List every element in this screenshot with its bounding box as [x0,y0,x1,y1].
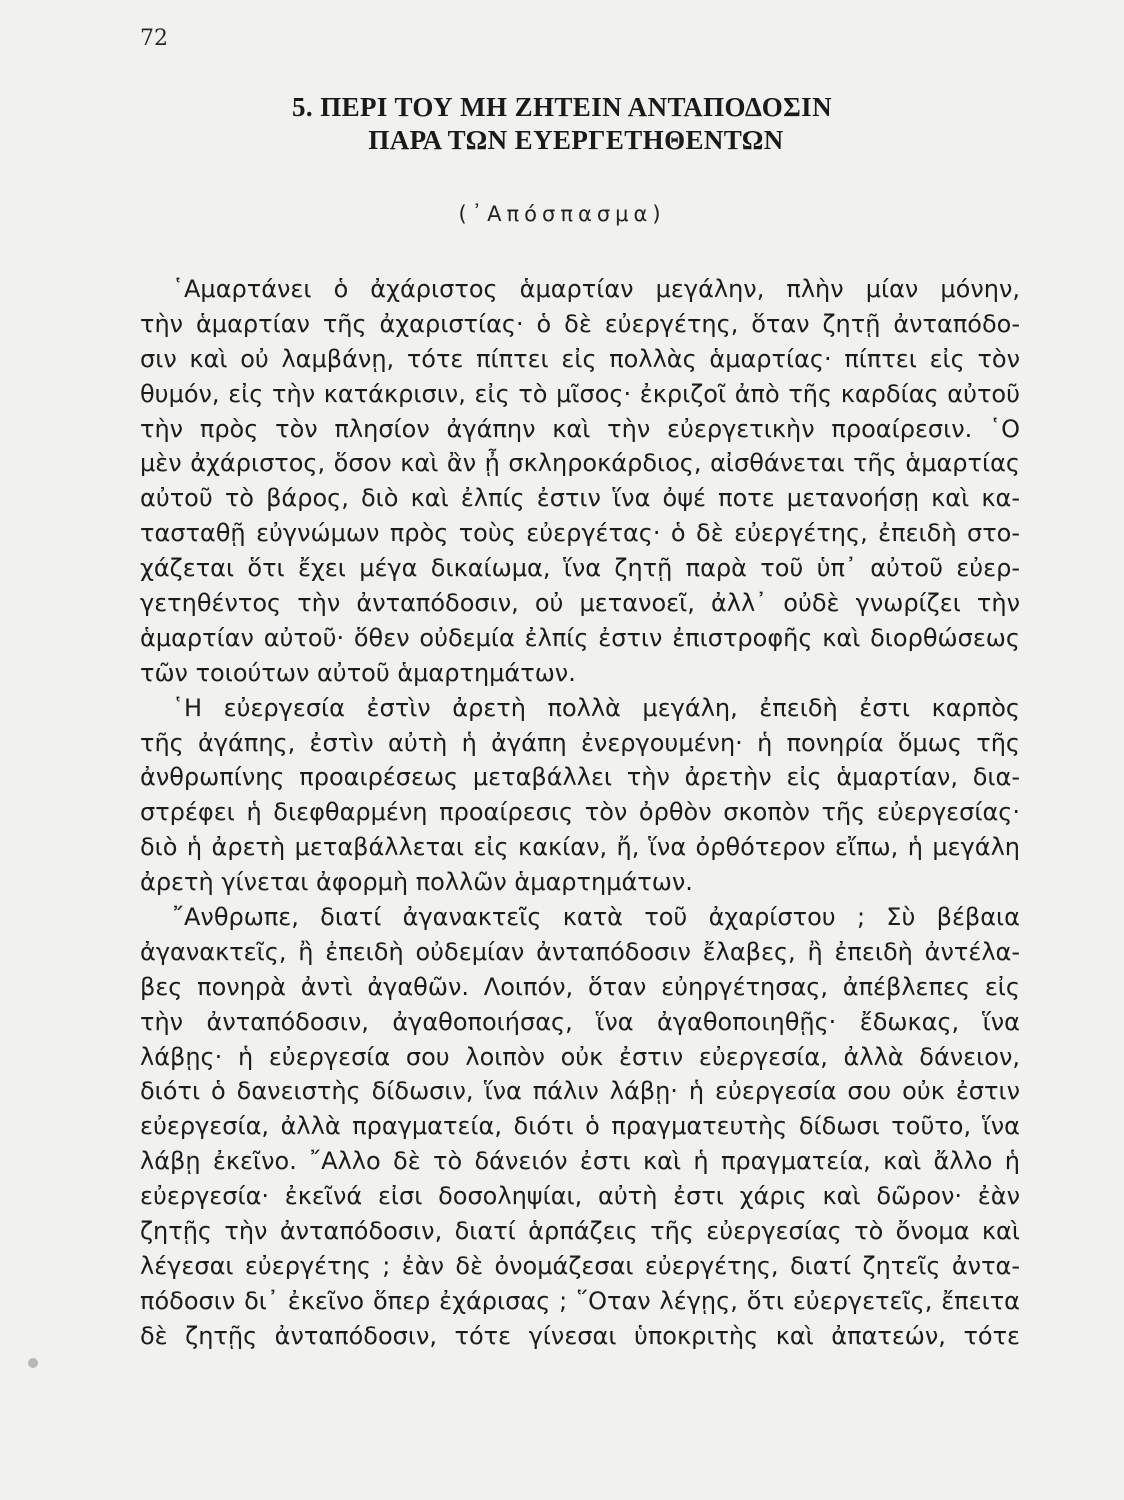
text-line: πόδοσιν δι᾿ ἐκεῖνο ὅπερ ἐχάρισας ; ῞Οταν λέγῃς, ὅτι εὐεργετεῖς, ἔπειτα [140,1286,1020,1315]
text-line: θυμόν, εἰς τὴν κατάκρισιν, εἰς τὸ μῖσος· ἐκριζοῖ ἀπὸ τῆς καρδίας αὐτοῦ [140,379,1020,408]
text-line: δὲ ζητῇς ἀνταπόδοσιν, τότε γίνεσαι ὑποκριτὴς καὶ ἀπατεών, τότε [140,1321,1020,1350]
text-line: διότι ὁ δανειστὴς δίδωσιν, ἵνα πάλιν λάβῃ· ἡ εὐεργεσία σου οὐκ ἐστιν [140,1077,1020,1106]
text-line: ῾Αμαρτάνει ὁ ἀχάριστος ἁμαρτίαν μεγάλην, πλὴν μίαν μόνην, [172,275,1020,303]
text-line: ἀρετὴ γίνεται ἀφορμὴ πολλῶν ἁμαρτημάτων. [140,868,693,897]
text-line: τῆς ἀγάπης, ἐστὶν αὐτὴ ἡ ἀγάπη ἐνεργουμένη· ἡ πονηρία ὅμως τῆς [140,728,1020,757]
body-text [140,272,1020,1354]
text-line: εὐεργεσία· ἐκεῖνά εἰσι δοσοληψίαι, αὐτὴ ἐστι χάρις καὶ δῶρον· ἐὰν [140,1182,1020,1211]
text-line: λάβῃ ἐκεῖνο. ῎Αλλο δὲ τὸ δάνειόν ἐστι καὶ ἡ πραγματεία, καὶ ἄλλο ἡ [140,1147,1020,1176]
text-line: ἀνθρωπίνης προαιρέσεως μεταβάλλει τὴν ἀρετὴν εἰς ἁμαρτίαν, δια- [140,763,1020,792]
text-line: αὐτοῦ τὸ βάρος, διὸ καὶ ἐλπίς ἐστιν ἵνα ὀψέ ποτε μετανοήσῃ καὶ κα- [140,484,1020,513]
text-line: τῶν τοιούτων αὐτοῦ ἁμαρτημάτων. [140,658,576,687]
text-line: διὸ ἡ ἀρετὴ μεταβάλλεται εἰς κακίαν, ἤ, ἵνα ὀρθότερον εἴπω, ἡ μεγάλη [140,833,1020,862]
text-line: λάβῃς· ἡ εὐεργεσία σου λοιπὸν οὐκ ἐστιν εὐεργεσία, ἀλλὰ δάνειον, [140,1042,1020,1071]
text-line: τὴν ἁμαρτίαν τῆς ἀχαριστίας· ὁ δὲ εὐεργέτης, ὅταν ζητῇ ἀνταπόδο- [140,309,1020,338]
text-line: τὴν πρὸς τὸν πλησίον ἀγάπην καὶ τὴν εὐεργετικὴν προαίρεσιν. ῾Ο [140,414,1020,443]
text-line: βες πονηρὰ ἀντὶ ἀγαθῶν. Λοιπόν, ὅταν εὐηργέτησας, ἀπέβλεπες εἰς [140,972,1020,1001]
text-line: σιν καὶ οὐ λαμβάνῃ, τότε πίπτει εἰς πολλὰς ἁμαρτίας· πίπτει εἰς τὸν [140,344,1020,373]
text-line: μὲν ἀχάριστος, ὅσον καὶ ἂν ᾖ σκληροκάρδιος, αἰσθάνεται τῆς ἁμαρτίας [140,449,1020,478]
chapter-heading-line-2: ΠΑΡΑ ΤΩΝ ΕΥΕΡΓΕΤΗΘΕΝΤΩΝ [368,125,784,155]
text-line: στρέφει ἡ διεφθαρμένη προαίρεσις τὸν ὀρθὸν σκοπὸν τῆς εὐεργεσίας· [140,798,1020,827]
text-line: χάζεται ὅτι ἔχει μέγα δικαίωμα, ἵνα ζητῇ παρὰ τοῦ ὑπ᾿ αὐτοῦ εὐερ- [140,554,1020,583]
page-number: 72 [140,26,168,51]
text-line: ῎Ανθρωπε, διατί ἀγανακτεῖς κατὰ τοῦ ἀχαρίστου ; Σὺ βέβαια [172,903,1020,932]
chapter-subtitle: (᾿Απόσπασμα) [458,202,666,226]
chapter-heading-line-1: 5. ΠΕΡΙ ΤΟΥ ΜΗ ΖΗΤΕΙΝ ΑΝΤΑΠΟΔΟΣΙΝ [292,92,832,122]
margin-speck [28,1358,38,1368]
text-line: εὐεργεσία, ἀλλὰ πραγματεία, διότι ὁ πραγματευτὴς δίδωσι τοῦτο, ἵνα [140,1112,1020,1141]
text-line: ζητῇς τὴν ἀνταπόδοσιν, διατί ἁρπάζεις τῆς εὐεργεσίας τὸ ὄνομα καὶ [140,1217,1020,1246]
text-line: ῾Η εὐεργεσία ἐστὶν ἀρετὴ πολλὰ μεγάλη, ἐπειδὴ ἐστι καρπὸς [172,693,1020,722]
text-line: γετηθέντος τὴν ἀνταπόδοσιν, οὐ μετανοεῖ, ἀλλ᾿ οὐδὲ γνωρίζει τὴν [140,589,1020,618]
text-line: λέγεσαι εὐεργέτης ; ἐὰν δὲ ὀνομάζεσαι εὐεργέτης, διατί ζητεῖς ἀντα- [140,1251,1020,1280]
text-line: ἀγανακτεῖς, ἢ ἐπειδὴ οὐδεμίαν ἀνταπόδοσιν ἔλαβες, ἢ ἐπειδὴ ἀντέλα- [140,937,1020,966]
text-line: ἁμαρτίαν αὐτοῦ· ὅθεν οὐδεμία ἐλπίς ἐστιν ἐπιστροφῆς καὶ διορθώσεως [140,623,1020,652]
text-line: τὴν ἀνταπόδοσιν, ἀγαθοποιήσας, ἵνα ἀγαθοποιηθῇς· ἔδωκας, ἵνα [140,1007,1020,1036]
text-line: τασταθῇ εὐγνώμων πρὸς τοὺς εὐεργέτας· ὁ δὲ εὐεργέτης, ἐπειδὴ στο- [140,519,1020,548]
